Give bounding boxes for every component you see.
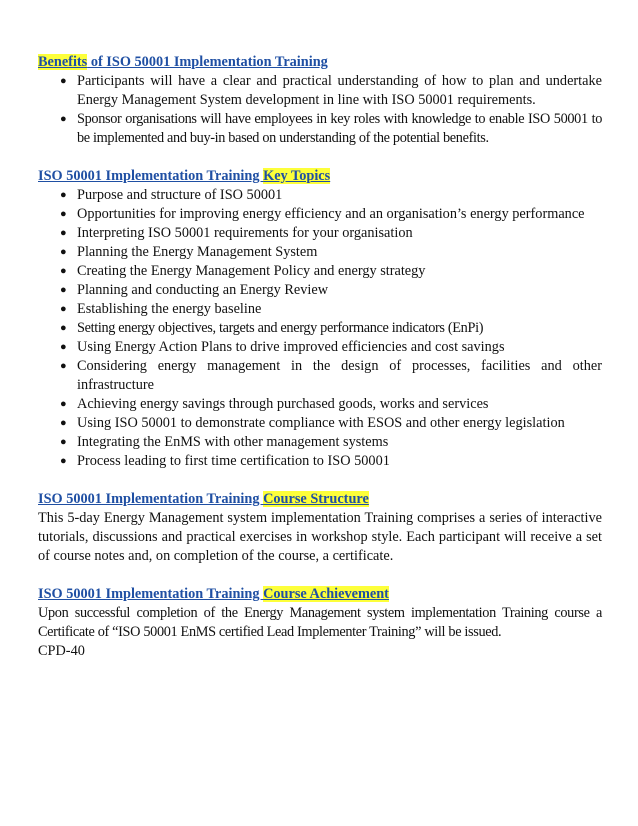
list-item: [60, 110, 602, 148]
bullet-icon: ●: [60, 75, 67, 87]
bullet-icon: ●: [60, 436, 67, 448]
benefits-heading: [38, 53, 602, 72]
list-item: [60, 205, 602, 224]
list-item-text: Planning and conducting an Energy Review: [77, 282, 329, 298]
list-item-text: Purpose and structure of ISO 50001: [77, 187, 283, 203]
course-structure-heading: [38, 490, 602, 509]
key-topics-list: [38, 186, 602, 471]
course-structure-paragraph: This 5-day Energy Management system implementation Training comprises a series of interactive tutorials, discussions and practical exercises in workshop style. Each participant will receive a set of course notes and, on completion of the course, a certificate.: [38, 510, 602, 564]
list-item: [60, 452, 602, 471]
section-benefits: [38, 53, 602, 148]
list-item: [60, 72, 602, 110]
list-item-text: Setting energy objectives, targets and energy performance indicators (EnPi): [77, 320, 484, 336]
heading-highlight: Benefits: [38, 54, 88, 70]
bullet-icon: ●: [60, 113, 67, 125]
heading-text: of ISO 50001 Implementation Training: [87, 54, 328, 70]
list-item: [60, 414, 602, 433]
list-item: [60, 338, 602, 357]
list-item-text: Interpreting ISO 50001 requirements for your organisation: [77, 225, 413, 241]
bullet-icon: ●: [60, 189, 67, 201]
list-item-text: Process leading to first time certification to ISO 50001: [77, 453, 390, 469]
bullet-icon: ●: [60, 227, 67, 239]
list-item-text: Opportunities for improving energy efficiency and an organisation’s energy performance: [77, 206, 585, 222]
list-item: [60, 186, 602, 205]
course-achievement-heading: [38, 585, 602, 604]
list-item: [60, 395, 602, 414]
bullet-icon: ●: [60, 246, 67, 258]
section-course-structure: [38, 490, 602, 566]
list-item: [60, 243, 602, 262]
list-item-text: Using Energy Action Plans to drive improved efficiencies and cost savings: [77, 339, 505, 355]
list-item: [60, 224, 602, 243]
key-topics-heading: [38, 167, 602, 186]
list-item-text: Integrating the EnMS with other management systems: [77, 434, 389, 450]
bullet-icon: ●: [60, 455, 67, 467]
heading-text: ISO 50001 Implementation Training: [38, 586, 264, 602]
heading-text: ISO 50001 Implementation Training: [38, 491, 264, 507]
list-item-text: Participants will have a clear and practical understanding of how to plan and undertake Energy Management System development in line with ISO 50001 requirements.: [77, 73, 602, 108]
list-item: [60, 262, 602, 281]
list-item-text: Using ISO 50001 to demonstrate compliance with ESOS and other energy legislation: [77, 415, 565, 431]
bullet-icon: ●: [60, 284, 67, 296]
bullet-icon: ●: [60, 417, 67, 429]
heading-highlight: Course Structure: [263, 491, 369, 507]
bullet-icon: ●: [60, 360, 67, 372]
list-item: [60, 319, 602, 338]
cpd-label: CPD-40: [38, 643, 85, 659]
list-item: [60, 433, 602, 452]
section-key-topics: [38, 167, 602, 471]
list-item-text: Considering energy management in the design of processes, facilities and other infrastructure: [77, 358, 602, 393]
list-item: [60, 281, 602, 300]
bullet-icon: ●: [60, 341, 67, 353]
heading-highlight: Key Topics: [263, 168, 331, 184]
list-item-text: Sponsor organisations will have employees in key roles with knowledge to enable ISO 50001 to be implemented and buy-in based on understanding of the potential benefits.: [77, 111, 602, 146]
benefits-list: [38, 72, 602, 148]
list-item: [60, 357, 602, 395]
list-item: [60, 300, 602, 319]
list-item-text: Planning the Energy Management System: [77, 244, 318, 260]
bullet-icon: ●: [60, 303, 67, 315]
list-item-text: Achieving energy savings through purchased goods, works and services: [77, 396, 489, 412]
bullet-icon: ●: [60, 208, 67, 220]
bullet-icon: ●: [60, 265, 67, 277]
course-achievement-paragraph: Upon successful completion of the Energy Management system implementation Training course a Certificate of “ISO 50001 EnMS certified Lead Implementer Training” will be issued.: [38, 605, 602, 640]
list-item-text: Creating the Energy Management Policy and energy strategy: [77, 263, 426, 279]
bullet-icon: ●: [60, 322, 67, 334]
heading-text: ISO 50001 Implementation Training: [38, 168, 264, 184]
list-item-text: Establishing the energy baseline: [77, 301, 262, 317]
section-course-achievement: [38, 585, 602, 661]
bullet-icon: ●: [60, 398, 67, 410]
heading-highlight: Course Achievement: [263, 586, 389, 602]
